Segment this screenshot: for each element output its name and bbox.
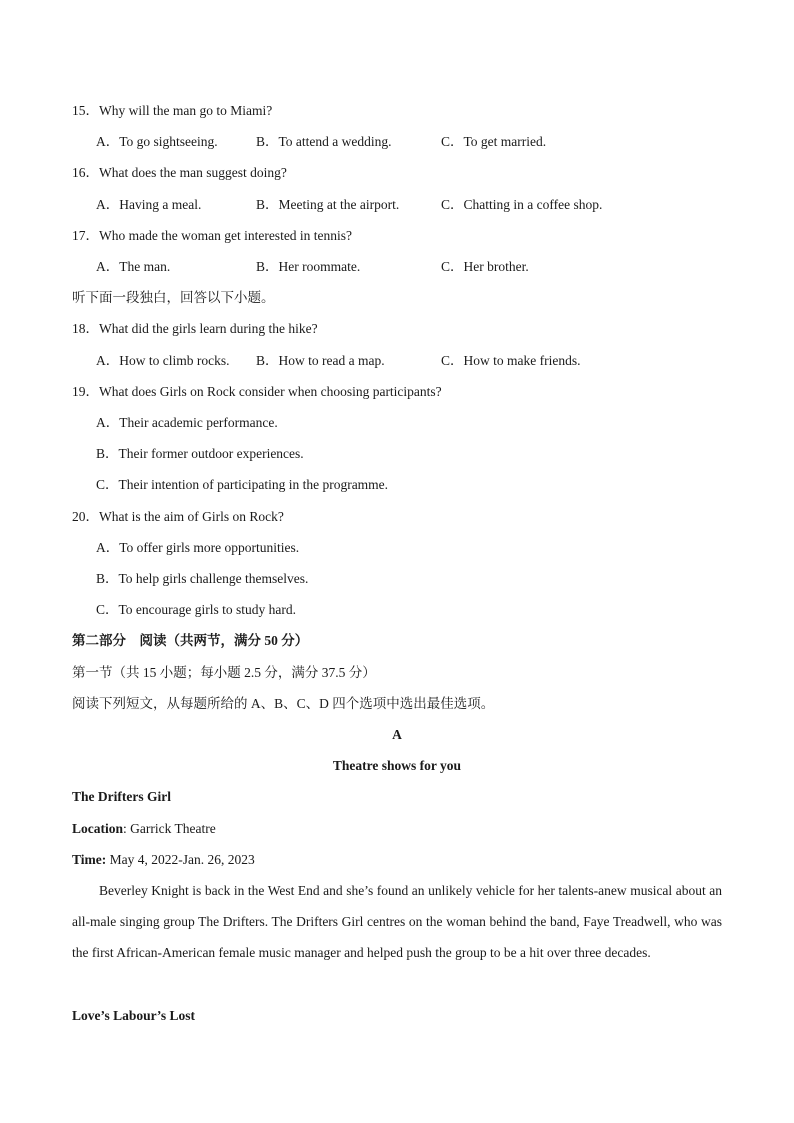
reading-instruction: 阅读下列短文，从每题所给的 A、B、C、D 四个选项中选出最佳选项。 xyxy=(72,696,495,711)
show2-name: Love’s Labour’s Lost xyxy=(72,1008,196,1023)
option-19-a: A．Their academic performance. xyxy=(96,415,278,430)
option-19-b: B．Their former outdoor experiences. xyxy=(96,446,304,461)
question-19: 19．What does Girls on Rock consider when choosing participants? xyxy=(72,384,442,399)
show1-name: The Drifters Girl xyxy=(72,789,171,804)
option-17-a: A．The man. xyxy=(96,259,171,274)
option-19-c: C．Their intention of participating in the programme. xyxy=(96,477,389,492)
show1-location xyxy=(72,820,216,838)
option-20-c: C．To encourage girls to study hard. xyxy=(96,602,297,617)
show1-description: Beverley Knight is back in the West End and she’s found an unlikely vehicle for her talents-anew musical about an all-male singing group The Drifters. The Drifters Girl centres on the woman behind the band, Faye Treadwell, who was the first African-American female music manager and helped push the group to be a hit over three decades. xyxy=(72,883,722,960)
option-16-b: B．Meeting at the airport. xyxy=(256,197,400,212)
passage-letter: A xyxy=(392,727,402,742)
option-18-c: C．How to make friends. xyxy=(441,353,581,368)
option-18-b: B．How to read a map. xyxy=(256,353,385,368)
passage-title: Theatre shows for you xyxy=(332,758,462,773)
question-16: 16．What does the man suggest doing? xyxy=(72,165,287,180)
part2-title: 第二部分 阅读（共两节，满分 50 分） xyxy=(72,633,309,648)
option-18-a: A．How to climb rocks. xyxy=(96,353,230,368)
show1-time-label: Time: xyxy=(72,852,107,867)
option-15-c: C．To get married. xyxy=(441,134,547,149)
show1-location-value: : Garrick Theatre xyxy=(123,821,216,836)
option-15-b: B．To attend a wedding. xyxy=(256,134,392,149)
option-16-c: C．Chatting in a coffee shop. xyxy=(441,197,603,212)
section1-title: 第一节（共 15 小题；每小题 2.5 分，满分 37.5 分） xyxy=(72,665,376,680)
question-20: 20．What is the aim of Girls on Rock? xyxy=(72,509,284,524)
question-15: 15．Why will the man go to Miami? xyxy=(72,103,273,118)
question-18: 18．What did the girls learn during the hike? xyxy=(72,321,318,336)
option-17-c: C．Her brother. xyxy=(441,259,529,274)
show1-time xyxy=(72,851,255,869)
option-17-b: B．Her roommate. xyxy=(256,259,361,274)
option-16-a: A．Having a meal. xyxy=(96,197,202,212)
option-20-a: A．To offer girls more opportunities. xyxy=(96,540,300,555)
question-17: 17．Who made the woman get interested in tennis? xyxy=(72,228,353,243)
show1-time-value: May 4, 2022-Jan. 26, 2023 xyxy=(106,852,255,867)
show1-location-label: Location xyxy=(72,821,124,836)
monologue-instruction: 听下面一段独白，回答以下小题。 xyxy=(72,290,275,305)
option-15-a: A．To go sightseeing. xyxy=(96,134,218,149)
option-20-b: B．To help girls challenge themselves. xyxy=(96,571,309,586)
